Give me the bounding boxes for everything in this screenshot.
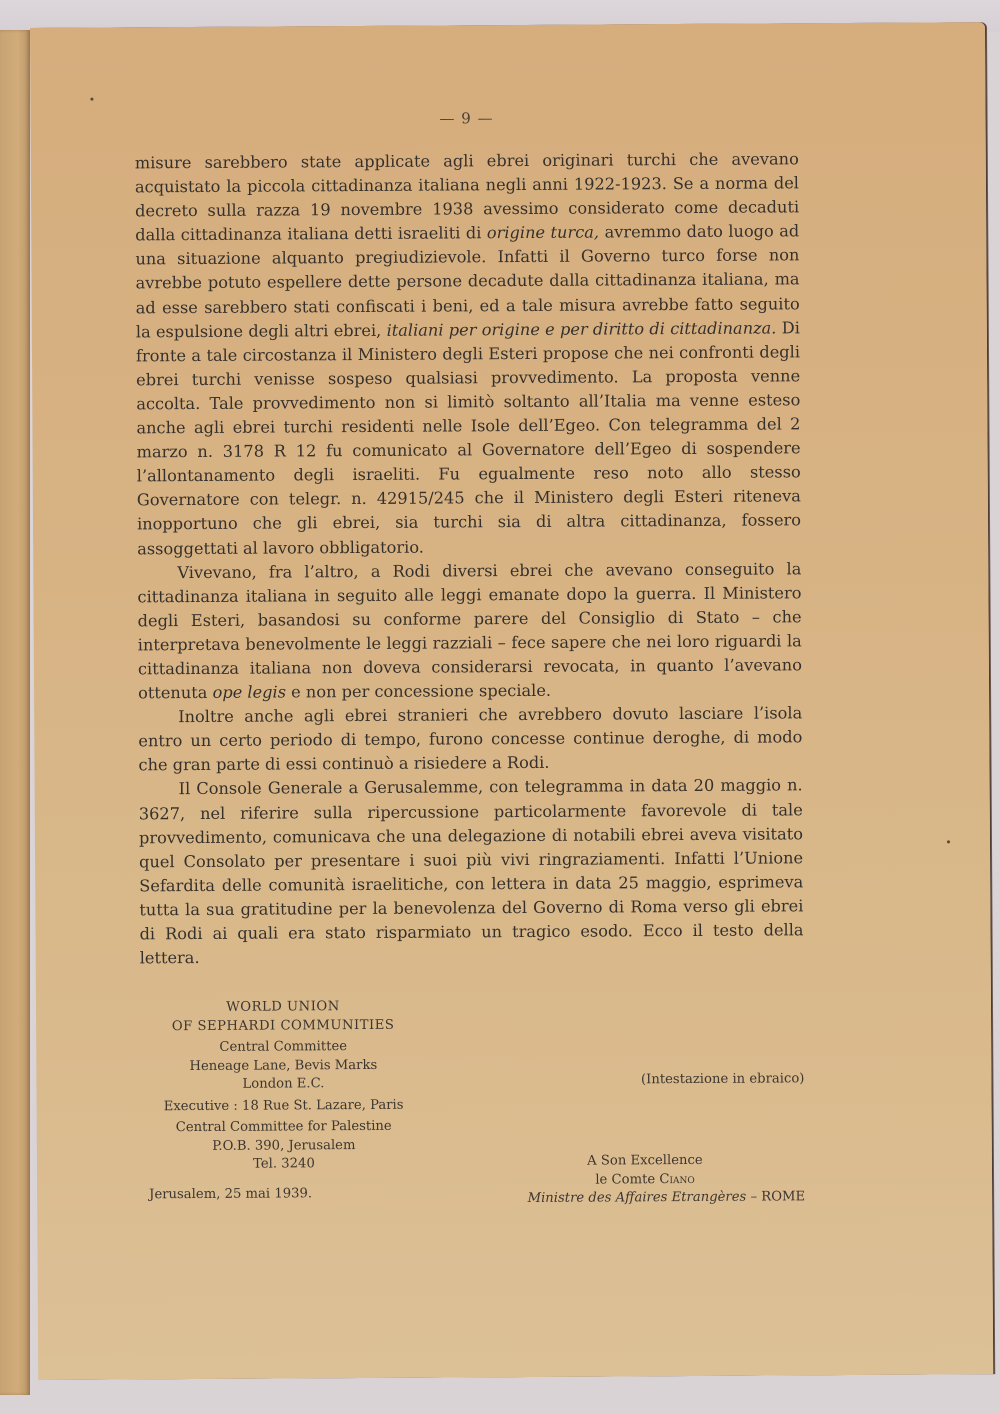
letterhead-address1: Heneage Lane, Bevis Marks (189, 1057, 378, 1074)
hebrew-heading-note: (Intestazione in ebraico) (640, 1071, 805, 1088)
text-run: Di fronte a tale circostanza il Ministero degli Esteri propose che nei confronti degli ebrei turchi venisse sospeso qualsiasi provvedimento. La proposta venne accolta. Tale provvedimento non si limitò soltanto all’Italia ma venne esteso anche agli ebrei turchi residenti nelle Isole dell’Egeo. Con telegramma del 2 marzo n. 3178 R 12 fu comunicato al Governatore dell’Egeo di sospendere l’allontanamento degli israeliti. Fu egualmente reso noto allo stesso Governatore con telegr. n. 42915/245 che il Ministero degli Esteri riteneva inopportuno che gli ebrei, sia turchi sia di altra cittadinanza, fossero assoggettati al lavoro obbligatorio. (135, 317, 802, 558)
addressee-line3 (485, 1188, 805, 1208)
text-run: Inoltre anche agli ebrei stranieri che avrebbero dovuto lasciare l’isola entro un certo periodo di tempo, furono concesse continue deroghe, di modo che gran parte di essi continuò a risiedere a Rodi. (138, 703, 803, 775)
letterhead (148, 998, 419, 1175)
italic-phrase: italiani per origine e per diritto di cittadinanza. (386, 318, 777, 340)
letterhead-pob: P.O.B. 390, Jerusalem (212, 1137, 356, 1154)
addressee-name: Ciano (659, 1171, 695, 1187)
letter-date: Jerusalem, 25 mai 1939. (149, 1186, 313, 1203)
document-page (30, 22, 993, 1380)
letterhead-committee: Central Committee (219, 1039, 348, 1055)
page-number: — 9 — (439, 109, 494, 128)
quoted-letter (140, 995, 805, 1219)
italic-phrase: ope legis (212, 682, 287, 702)
italic-phrase: origine turca, (486, 222, 600, 243)
previous-page-edge (0, 30, 30, 1395)
paper-speck (90, 98, 93, 101)
letterhead-tel: Tel. 3240 (253, 1156, 315, 1172)
text-run: Vivevano, fra l’altro, a Rodi diversi ebrei che avevano conseguito la cittadinanza italiana in seguito alle leggi emanate dopo la guerra. Il Ministero degli Esteri, basandosi su conforme parere del Consiglio di Stato – che interpretava benevolmente le leggi razziali – fece sapere che nei loro riguardi la cittadinanza italiana non doveva considerarsi revocata, in quanto l’avevano ottenuta (137, 558, 802, 703)
paragraph (138, 701, 802, 777)
letterhead-org-line1: WORLD UNION (226, 999, 340, 1015)
letterhead-executive: Executive : 18 Rue St. Lazare, Paris (163, 1097, 404, 1114)
text-run: e non per concessione speciale. (285, 680, 552, 702)
body-text (135, 147, 804, 970)
addressee-office: Ministre des Affaires Etrangères (527, 1189, 747, 1206)
letterhead-palestine-committee: Central Committee for Palestine (175, 1118, 392, 1136)
addressee-line1: A Son Excellence (587, 1152, 703, 1169)
letterhead-org-line2: OF SEPHARDI COMMUNITIES (171, 1017, 395, 1034)
paragraph (139, 774, 804, 971)
addressee (485, 1151, 805, 1208)
paper-speck (947, 840, 950, 843)
text-run: Il Console Generale a Gerusalemme, con telegramma in data 20 maggio n. 3627, nel riferire sulla ripercussione particolarmente favorevole di tale provvedimento, comunicava che una delegazione di notabili ebrei aveva visitato quel Consolato per presentare i suoi più vivi ringraziamenti. Infatti l’Unione Sefardita delle comunità israelitiche, con lettera in data 25 maggio, esprimeva tutta la sua gratitudine per la benevolenza del Governo di Roma verso gli ebrei di Rodi ai quali era stato risparmiato un tragico esodo. Ecco il testo della lettera. (138, 775, 804, 968)
addressee-line2 (485, 1170, 805, 1190)
addressee-city: ROME (761, 1189, 806, 1205)
addressee-separator: – (746, 1189, 762, 1205)
paragraph (135, 147, 801, 561)
addressee-title: le Comte (595, 1171, 660, 1188)
letterhead-address2: London E.C. (242, 1076, 325, 1092)
text-run: misure sarebbero state applicate agli ebrei originari turchi che avevano acquistato la piccola cittadinanza italiana negli anni 1922-1923. Se a norma del decreto sulla razza 19 novembre 1938 avessimo considerato come decaduti dalla cittadinanza italiana detti israeliti di (134, 149, 800, 245)
text-run: avremmo dato luogo ad una situazione alquanto pregiudizievole. Infatti il Governo turco forse non avrebbe potuto espellere dette persone decadute dalla cittadinanza italiana, ma ad esse sarebbero stati confiscati i beni, ed a tale misura avrebbe fatto seguito la espulsione degli altri ebrei, (135, 221, 800, 342)
paragraph (137, 557, 802, 706)
